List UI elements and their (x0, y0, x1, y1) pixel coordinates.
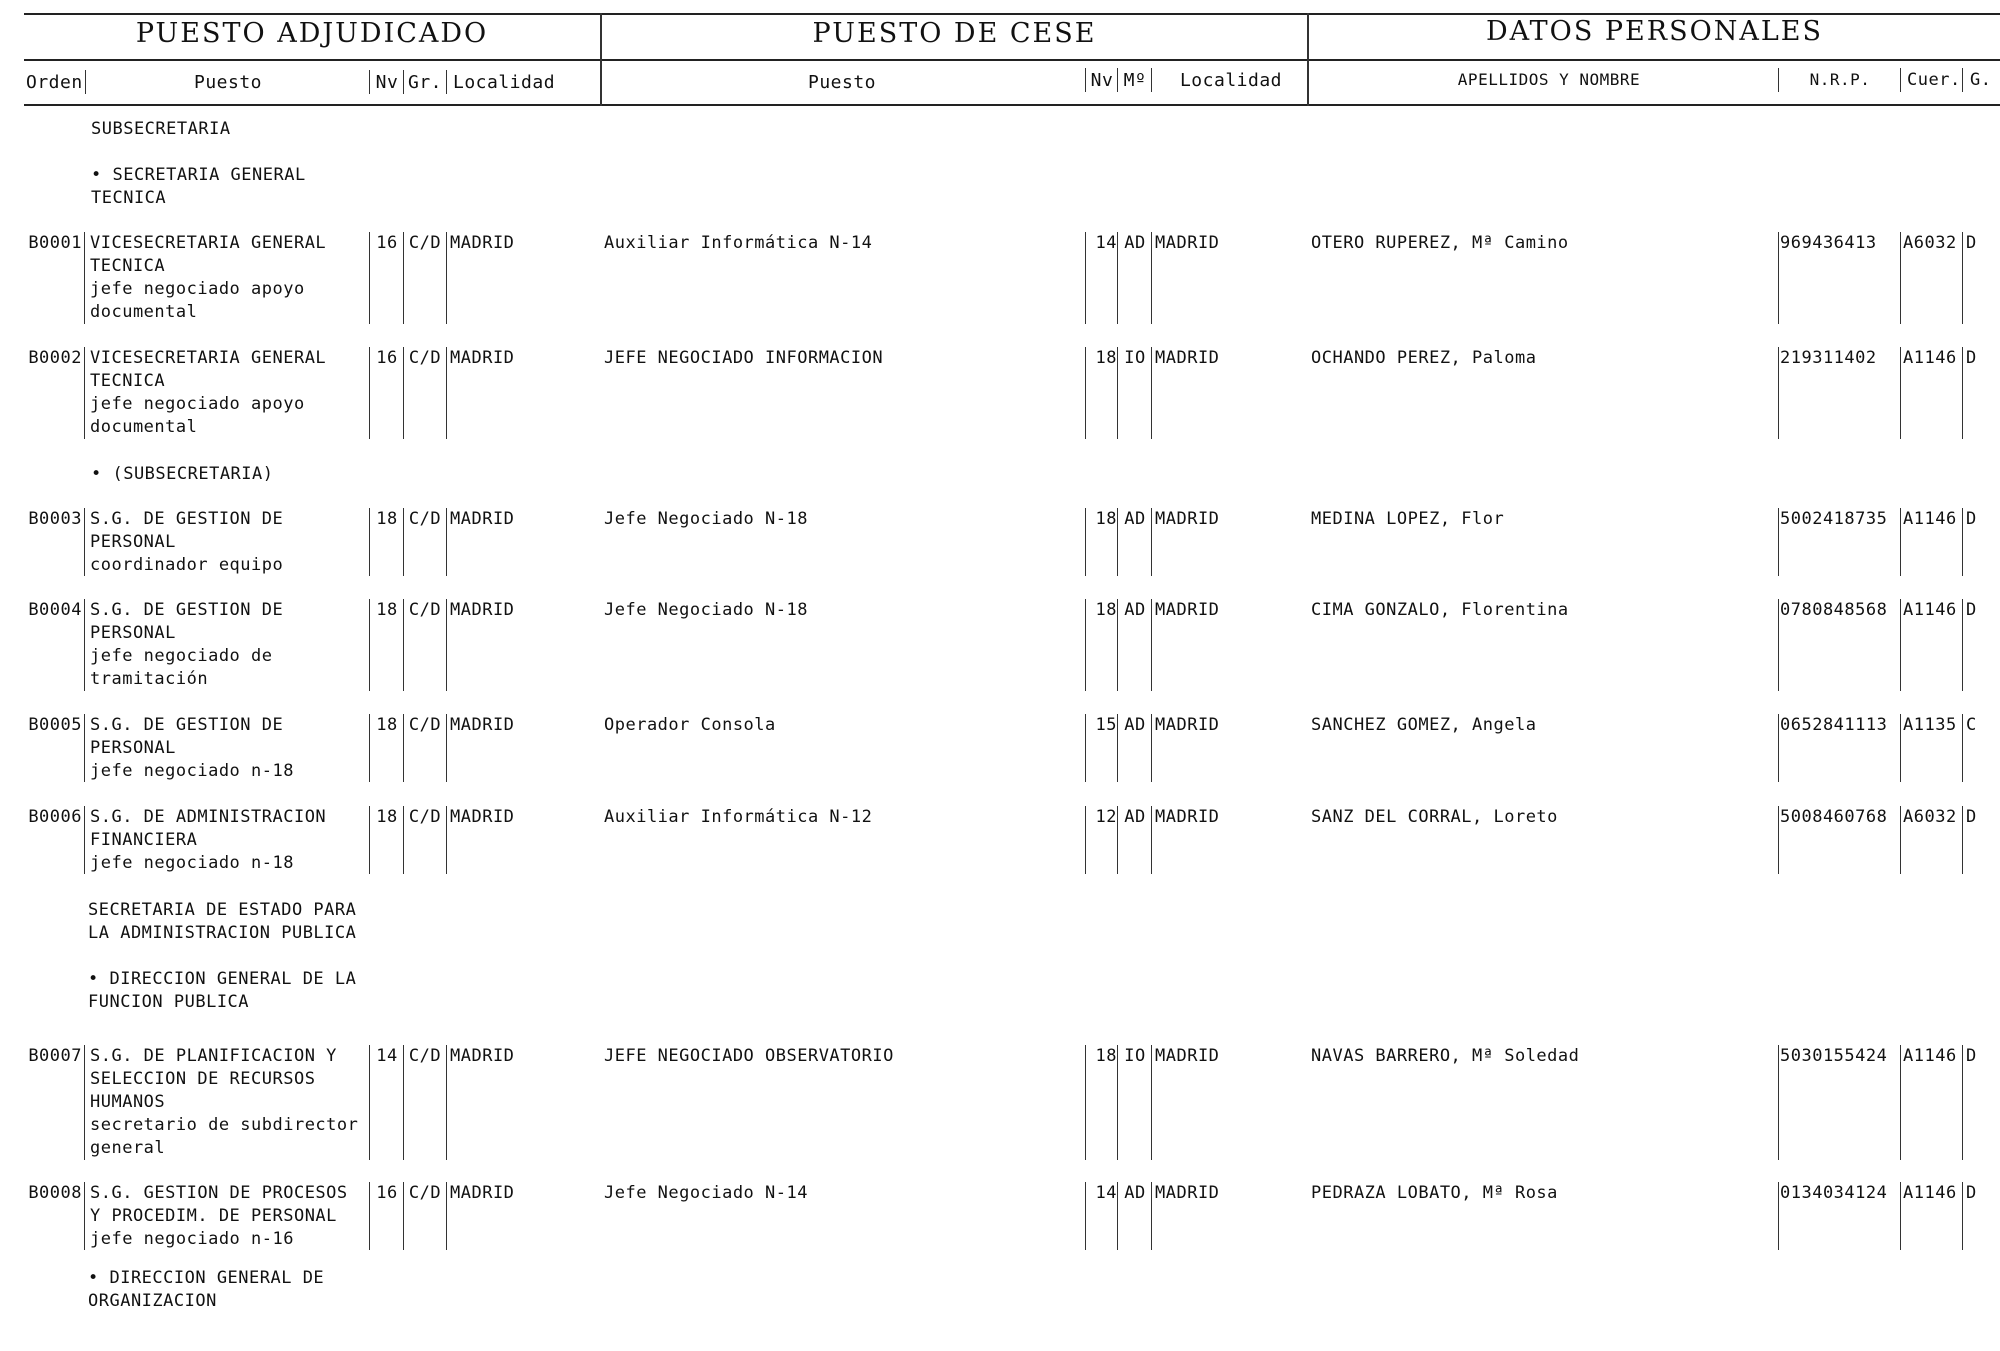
cell-separator (1778, 508, 1779, 576)
cell-separator (1962, 599, 1963, 691)
cell-separator (1900, 1182, 1901, 1250)
cell-separator (1900, 347, 1901, 439)
table-row (0, 1182, 2000, 1250)
cell-separator (1962, 347, 1963, 439)
header-top-rule (24, 13, 2000, 15)
cell-g: D (1966, 1046, 1977, 1066)
cell-nrp: 0652841113 (1780, 715, 1888, 735)
cell-puesto: S.G. DE GESTION DE PERSONAL jefe negociado de tramitación (90, 600, 284, 689)
table-row (0, 347, 2000, 439)
col-header-apellidos: APELLIDOS Y NOMBRE (1457, 70, 1641, 89)
cell-orden: B0007 (28, 1046, 82, 1066)
cell-cese-m: AD (1124, 1183, 1146, 1203)
cell-separator (1151, 806, 1152, 874)
header-middle-rule (24, 59, 2000, 61)
cell-orden: B0008 (28, 1183, 82, 1203)
cell-separator (1778, 1045, 1779, 1160)
cell-separator (1151, 1045, 1152, 1160)
cell-cuer: A1135 (1903, 715, 1957, 735)
cell-orden: B0003 (28, 509, 82, 529)
cell-cese-localidad: MADRID (1155, 600, 1220, 620)
cell-cese-puesto: Jefe Negociado N-18 (604, 509, 808, 529)
cell-separator (599, 232, 600, 324)
cell-nrp: 969436413 (1780, 233, 1877, 253)
cell-gr: C/D (408, 348, 442, 368)
cell-cese-localidad: MADRID (1155, 509, 1220, 529)
cell-g: C (1966, 715, 1977, 735)
cell-separator (369, 1045, 370, 1160)
cell-separator (599, 1045, 600, 1160)
cell-localidad: MADRID (450, 509, 515, 529)
cell-separator (84, 599, 85, 691)
cell-cese-m: AD (1124, 807, 1146, 827)
cell-cese-localidad: MADRID (1155, 1183, 1220, 1203)
cell-nrp: 0134034124 (1780, 1183, 1888, 1203)
cell-separator (1151, 599, 1152, 691)
cell-localidad: MADRID (450, 1183, 515, 1203)
col-header-cese-nv: Nv (1090, 70, 1114, 91)
cell-separator (1151, 714, 1152, 782)
cell-orden: B0005 (28, 715, 82, 735)
cell-separator (446, 232, 447, 324)
cell-nv: 16 (376, 233, 398, 253)
cell-nv: 18 (376, 715, 398, 735)
cell-separator (599, 347, 600, 439)
cell-separator (1307, 599, 1308, 691)
cell-nombre: SANZ DEL CORRAL, Loreto (1311, 807, 1558, 827)
cell-separator (446, 1045, 447, 1160)
cell-separator (1307, 1045, 1308, 1160)
cell-cese-m: AD (1124, 715, 1146, 735)
cell-separator (1151, 1182, 1152, 1250)
cell-separator (1085, 1182, 1086, 1250)
cell-separator (1778, 806, 1779, 874)
cell-cuer: A1146 (1903, 1046, 1957, 1066)
cell-separator (1900, 232, 1901, 324)
cell-gr: C/D (408, 715, 442, 735)
cell-orden: B0002 (28, 348, 82, 368)
cell-separator (84, 1045, 85, 1160)
cell-nv: 18 (376, 600, 398, 620)
cell-separator (369, 599, 370, 691)
cell-separator (1778, 1182, 1779, 1250)
col-header-sep (369, 70, 370, 94)
cell-nombre: PEDRAZA LOBATO, Mª Rosa (1311, 1183, 1558, 1203)
cell-separator (1962, 806, 1963, 874)
cell-separator (84, 806, 85, 874)
group-heading: • DIRECCION GENERAL DE ORGANIZACION (88, 1268, 325, 1311)
cell-puesto: S.G. DE PLANIFICACION Y SELECCION DE RECURSOS HUMANOS secretario de subdirector general (90, 1046, 359, 1158)
cell-separator (1117, 714, 1118, 782)
cell-separator (1085, 232, 1086, 324)
cell-cese-puesto: Operador Consola (604, 715, 776, 735)
cell-g: D (1966, 1183, 1977, 1203)
cell-localidad: MADRID (450, 348, 515, 368)
cell-separator (1151, 232, 1152, 324)
col-header-sep (1962, 68, 1963, 92)
cell-cese-puesto: Auxiliar Informática N-14 (604, 233, 873, 253)
cell-separator (403, 508, 404, 576)
cell-separator (1962, 714, 1963, 782)
col-header-sep (1778, 68, 1779, 92)
header-bottom-rule (24, 104, 2000, 106)
cell-separator (1778, 232, 1779, 324)
cell-nv: 14 (376, 1046, 398, 1066)
cell-separator (1778, 347, 1779, 439)
cell-separator (1778, 599, 1779, 691)
col-header-sep (85, 70, 86, 94)
group-heading: • SECRETARIA GENERAL TECNICA (91, 165, 306, 208)
col-header-g: G. (1970, 70, 1992, 90)
cell-cese-localidad: MADRID (1155, 1046, 1220, 1066)
cell-nrp: 219311402 (1780, 348, 1877, 368)
table-row (0, 232, 2000, 324)
cell-separator (599, 1182, 600, 1250)
col-header-nv: Nv (375, 72, 399, 93)
cell-separator (599, 599, 600, 691)
cell-separator (1307, 508, 1308, 576)
cell-g: D (1966, 600, 1977, 620)
col-header-gr: Gr. (407, 72, 442, 93)
group-heading: SECRETARIA DE ESTADO PARA LA ADMINISTRACION PUBLICA (88, 900, 357, 943)
cell-separator (599, 806, 600, 874)
cell-nv: 16 (376, 348, 398, 368)
section-title-adjudicado: PUESTO ADJUDICADO (135, 18, 489, 49)
col-header-sep (446, 70, 447, 94)
cell-separator (1117, 1045, 1118, 1160)
cell-separator (1962, 508, 1963, 576)
section-title-cese: PUESTO DE CESE (812, 18, 1097, 49)
cell-cese-nv: 18 (1095, 600, 1117, 620)
cell-nombre: NAVAS BARRERO, Mª Soledad (1311, 1046, 1580, 1066)
cell-separator (403, 1182, 404, 1250)
cell-separator (84, 714, 85, 782)
cell-orden: B0004 (28, 600, 82, 620)
cell-separator (446, 806, 447, 874)
cell-cese-nv: 14 (1095, 233, 1117, 253)
cell-separator (599, 508, 600, 576)
cell-cuer: A6032 (1903, 233, 1957, 253)
col-header-sep (403, 70, 404, 94)
cell-nrp: 0780848568 (1780, 600, 1888, 620)
cell-separator (446, 599, 447, 691)
cell-cuer: A1146 (1903, 1183, 1957, 1203)
cell-separator (369, 1182, 370, 1250)
group-heading: • DIRECCION GENERAL DE LA FUNCION PUBLICA (88, 969, 357, 1012)
col-header-localidad: Localidad (453, 72, 556, 93)
col-header-sep (1117, 68, 1118, 92)
cell-separator (1117, 599, 1118, 691)
cell-separator (369, 806, 370, 874)
cell-g: D (1966, 233, 1977, 253)
cell-separator (1900, 1045, 1901, 1160)
cell-separator (1307, 806, 1308, 874)
cell-cese-puesto: Jefe Negociado N-14 (604, 1183, 808, 1203)
cell-separator (446, 347, 447, 439)
cell-separator (446, 1182, 447, 1250)
col-header-cese-puesto: Puesto (807, 72, 877, 93)
cell-cese-puesto: JEFE NEGOCIADO OBSERVATORIO (604, 1046, 894, 1066)
cell-cuer: A1146 (1903, 509, 1957, 529)
cell-separator (369, 347, 370, 439)
cell-separator (403, 1045, 404, 1160)
cell-cuer: A6032 (1903, 807, 1957, 827)
cell-separator (1117, 508, 1118, 576)
cell-separator (1307, 714, 1308, 782)
cell-cese-m: AD (1124, 600, 1146, 620)
table-row (0, 508, 2000, 576)
cell-separator (1117, 347, 1118, 439)
cell-puesto: S.G. DE GESTION DE PERSONAL jefe negociado n-18 (90, 715, 294, 781)
cell-separator (84, 1182, 85, 1250)
cell-cese-localidad: MADRID (1155, 233, 1220, 253)
col-header-sep (1900, 68, 1901, 92)
cell-separator (1962, 1045, 1963, 1160)
cell-separator (446, 714, 447, 782)
cell-nv: 18 (376, 509, 398, 529)
table-row (0, 599, 2000, 691)
section-title-personales: DATOS PERSONALES (1486, 16, 1823, 47)
cell-nrp: 5002418735 (1780, 509, 1888, 529)
cell-nombre: SANCHEZ GOMEZ, Angela (1311, 715, 1537, 735)
cell-separator (1962, 1182, 1963, 1250)
group-heading: SUBSECRETARIA (91, 119, 231, 139)
cell-gr: C/D (408, 1183, 442, 1203)
cell-localidad: MADRID (450, 807, 515, 827)
cell-separator (1151, 508, 1152, 576)
cell-localidad: MADRID (450, 1046, 515, 1066)
cell-g: D (1966, 509, 1977, 529)
cell-separator (1962, 232, 1963, 324)
cell-gr: C/D (408, 600, 442, 620)
cell-cese-m: AD (1124, 233, 1146, 253)
cell-gr: C/D (408, 807, 442, 827)
cell-gr: C/D (408, 1046, 442, 1066)
cell-cese-nv: 15 (1095, 715, 1117, 735)
cell-cese-localidad: MADRID (1155, 807, 1220, 827)
cell-cese-nv: 12 (1095, 807, 1117, 827)
cell-separator (1900, 599, 1901, 691)
cell-cuer: A1146 (1903, 348, 1957, 368)
cell-nrp: 5008460768 (1780, 807, 1888, 827)
cell-nv: 18 (376, 807, 398, 827)
cell-separator (1085, 347, 1086, 439)
cell-cese-localidad: MADRID (1155, 715, 1220, 735)
col-header-orden: Orden (26, 72, 83, 93)
cell-separator (1085, 508, 1086, 576)
cell-separator (84, 232, 85, 324)
cell-cese-nv: 14 (1095, 1183, 1117, 1203)
cell-localidad: MADRID (450, 715, 515, 735)
cell-gr: C/D (408, 509, 442, 529)
col-header-puesto: Puesto (193, 72, 263, 93)
cell-separator (403, 806, 404, 874)
cell-cese-puesto: JEFE NEGOCIADO INFORMACION (604, 348, 884, 368)
cell-g: D (1966, 348, 1977, 368)
cell-separator (1151, 347, 1152, 439)
cell-separator (403, 714, 404, 782)
table-row (0, 714, 2000, 782)
cell-separator (446, 508, 447, 576)
cell-nombre: OTERO RUPEREZ, Mª Camino (1311, 233, 1569, 253)
cell-separator (1900, 508, 1901, 576)
col-header-cese-localidad: Localidad (1179, 70, 1283, 91)
group-heading: • (SUBSECRETARIA) (91, 464, 274, 484)
cell-puesto: VICESECRETARIA GENERAL TECNICA jefe negociado apoyo documental (90, 233, 327, 322)
cell-g: D (1966, 807, 1977, 827)
col-header-sep (1085, 68, 1086, 92)
cell-cese-nv: 18 (1095, 509, 1117, 529)
cell-puesto: S.G. GESTION DE PROCESOS Y PROCEDIM. DE PERSONAL jefe negociado n-16 (90, 1183, 348, 1249)
cell-separator (1117, 1182, 1118, 1250)
cell-cuer: A1146 (1903, 600, 1957, 620)
cell-gr: C/D (408, 233, 442, 253)
table-row (0, 1045, 2000, 1160)
cell-puesto: VICESECRETARIA GENERAL TECNICA jefe negociado apoyo documental (90, 348, 327, 437)
cell-orden: B0001 (28, 233, 82, 253)
cell-cese-m: IO (1124, 348, 1146, 368)
cell-localidad: MADRID (450, 233, 515, 253)
cell-separator (369, 508, 370, 576)
cell-separator (599, 714, 600, 782)
cell-separator (84, 347, 85, 439)
cell-separator (1117, 232, 1118, 324)
cell-separator (369, 232, 370, 324)
cell-separator (1085, 1045, 1086, 1160)
cell-puesto: S.G. DE ADMINISTRACION FINANCIERA jefe negociado n-18 (90, 807, 327, 873)
cell-cese-puesto: Jefe Negociado N-18 (604, 600, 808, 620)
cell-nombre: CIMA GONZALO, Florentina (1311, 600, 1569, 620)
cell-cese-m: IO (1124, 1046, 1146, 1066)
cell-cese-localidad: MADRID (1155, 348, 1220, 368)
col-header-cese-m: Mº (1123, 70, 1147, 91)
col-header-nrp: N.R.P. (1809, 70, 1871, 89)
cell-cese-nv: 18 (1095, 1046, 1117, 1066)
cell-separator (403, 232, 404, 324)
cell-separator (1307, 347, 1308, 439)
cell-separator (1085, 714, 1086, 782)
cell-nv: 16 (376, 1183, 398, 1203)
cell-separator (1778, 714, 1779, 782)
cell-separator (403, 599, 404, 691)
cell-separator (84, 508, 85, 576)
cell-nombre: MEDINA LOPEZ, Flor (1311, 509, 1505, 529)
cell-separator (1307, 1182, 1308, 1250)
cell-nrp: 5030155424 (1780, 1046, 1888, 1066)
cell-cese-nv: 18 (1095, 348, 1117, 368)
cell-cese-m: AD (1124, 509, 1146, 529)
cell-separator (1307, 232, 1308, 324)
cell-separator (1085, 806, 1086, 874)
cell-localidad: MADRID (450, 600, 515, 620)
cell-cese-puesto: Auxiliar Informática N-12 (604, 807, 873, 827)
cell-nombre: OCHANDO PEREZ, Paloma (1311, 348, 1537, 368)
cell-separator (1900, 714, 1901, 782)
cell-puesto: S.G. DE GESTION DE PERSONAL coordinador equipo (90, 509, 284, 575)
col-header-sep (1151, 68, 1152, 92)
cell-separator (403, 347, 404, 439)
cell-separator (1085, 599, 1086, 691)
cell-orden: B0006 (28, 807, 82, 827)
table-row (0, 806, 2000, 874)
cell-separator (369, 714, 370, 782)
col-header-cuer: Cuer. (1907, 70, 1961, 90)
cell-separator (1117, 806, 1118, 874)
cell-separator (1900, 806, 1901, 874)
